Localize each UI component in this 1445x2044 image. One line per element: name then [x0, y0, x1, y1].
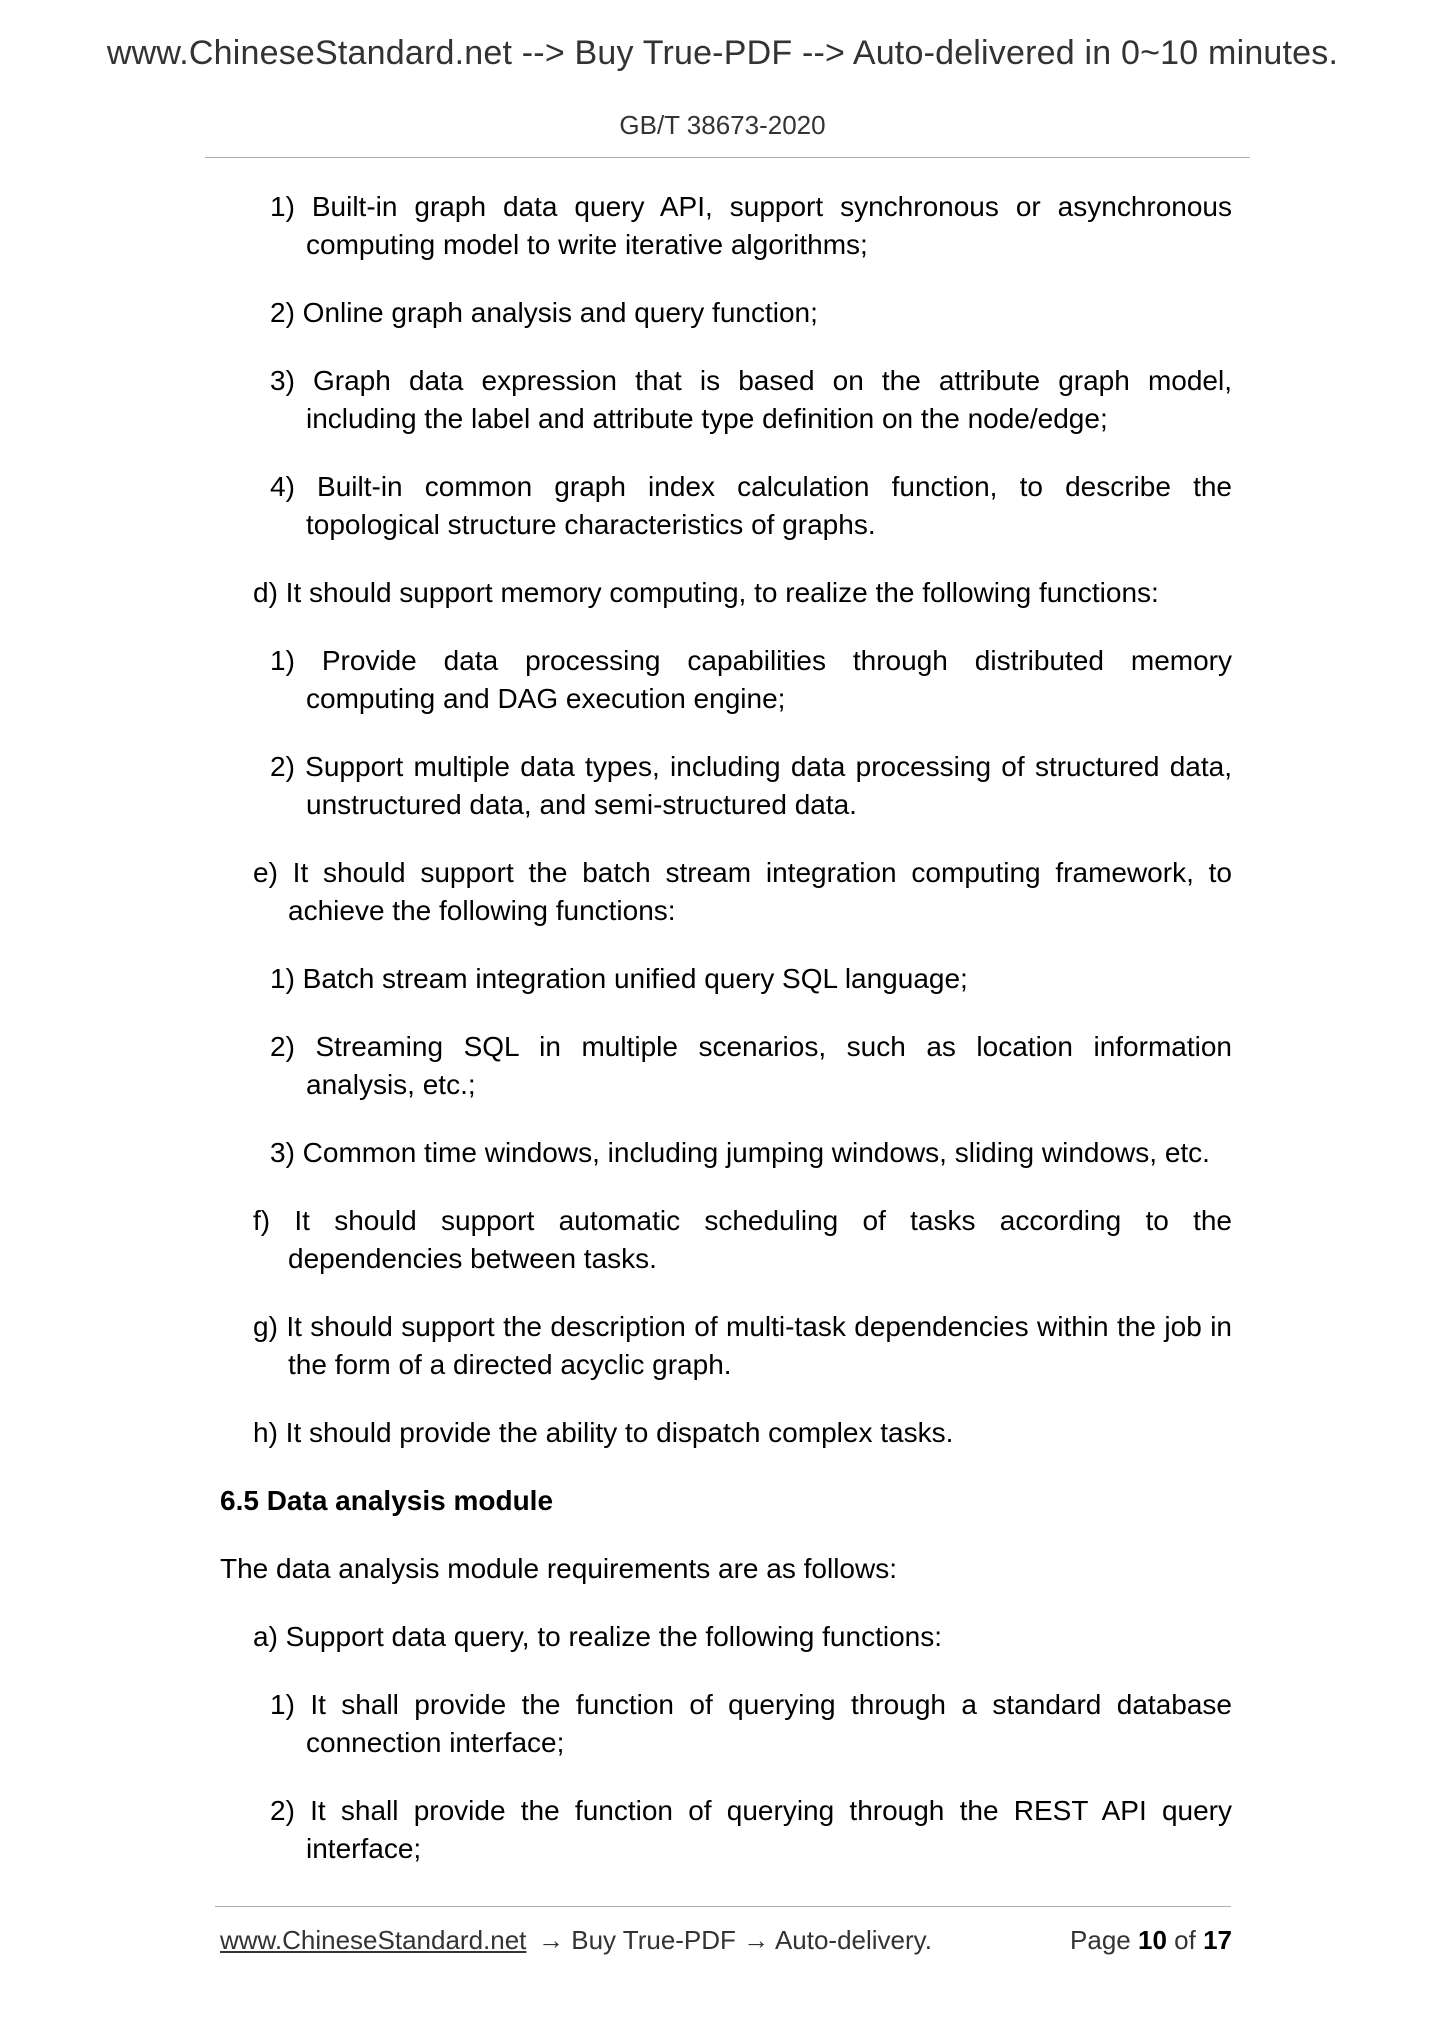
list-item: 2) Support multiple data types, including data processing of structured data, unstructured data, and semi-structured data.	[270, 751, 1232, 820]
standard-code: GB/T 38673-2020	[619, 110, 826, 140]
list-item: f) It should support automatic scheduling of tasks according to the dependencies between tasks.	[253, 1205, 1232, 1274]
site-banner: www.ChineseStandard.net --> Buy True-PDF --> Auto-delivered in 0~10 minutes.	[106, 34, 1339, 72]
page-total: 17	[1203, 1925, 1232, 1955]
list-item: 1) It shall provide the function of querying through a standard database connection interface;	[270, 1689, 1232, 1758]
list-item: 1) Built-in graph data query API, support synchronous or asynchronous computing model to write iterative algorithms;	[270, 191, 1232, 260]
page-label: Page	[1070, 1925, 1131, 1955]
list-item: 2) Streaming SQL in multiple scenarios, such as location information analysis, etc.;	[270, 1031, 1232, 1100]
list-item: g) It should support the description of multi-task dependencies within the job in the form of a directed acyclic graph.	[253, 1311, 1232, 1380]
list-item: a) Support data query, to realize the following functions:	[253, 1621, 942, 1652]
list-item: 4) Built-in common graph index calculation function, to describe the topological structure characteristics of graphs.	[270, 471, 1232, 540]
list-item: 1) Provide data processing capabilities through distributed memory computing and DAG execution engine;	[270, 645, 1232, 714]
page-current: 10	[1138, 1925, 1167, 1955]
page-indicator	[1070, 1925, 1232, 1956]
footer-divider	[215, 1906, 1231, 1907]
list-item: h) It should provide the ability to dispatch complex tasks.	[253, 1417, 954, 1448]
list-item: 2) It shall provide the function of querying through the REST API query interface;	[270, 1795, 1232, 1864]
document-body	[0, 188, 1445, 1898]
list-item: 3) Graph data expression that is based on the attribute graph model, including the label and attribute type definition on the node/edge;	[270, 365, 1232, 434]
footer-tagline: → Buy True-PDF → Auto-delivery.	[538, 1925, 932, 1955]
list-item: 1) Batch stream integration unified query SQL language;	[270, 963, 968, 994]
list-item: 3) Common time windows, including jumping windows, sliding windows, etc.	[270, 1137, 1210, 1168]
page-of-label: of	[1174, 1925, 1196, 1955]
section-heading: 6.5 Data analysis module	[220, 1485, 554, 1516]
list-item: 2) Online graph analysis and query function;	[270, 297, 818, 328]
header-divider	[205, 157, 1250, 158]
list-item: d) It should support memory computing, to realize the following functions:	[253, 577, 1159, 608]
list-item: e) It should support the batch stream integration computing framework, to achieve the following functions:	[253, 857, 1232, 926]
footer-site-link[interactable]: www.ChineseStandard.net	[220, 1925, 527, 1955]
intro-paragraph: The data analysis module requirements are as follows:	[220, 1553, 898, 1584]
